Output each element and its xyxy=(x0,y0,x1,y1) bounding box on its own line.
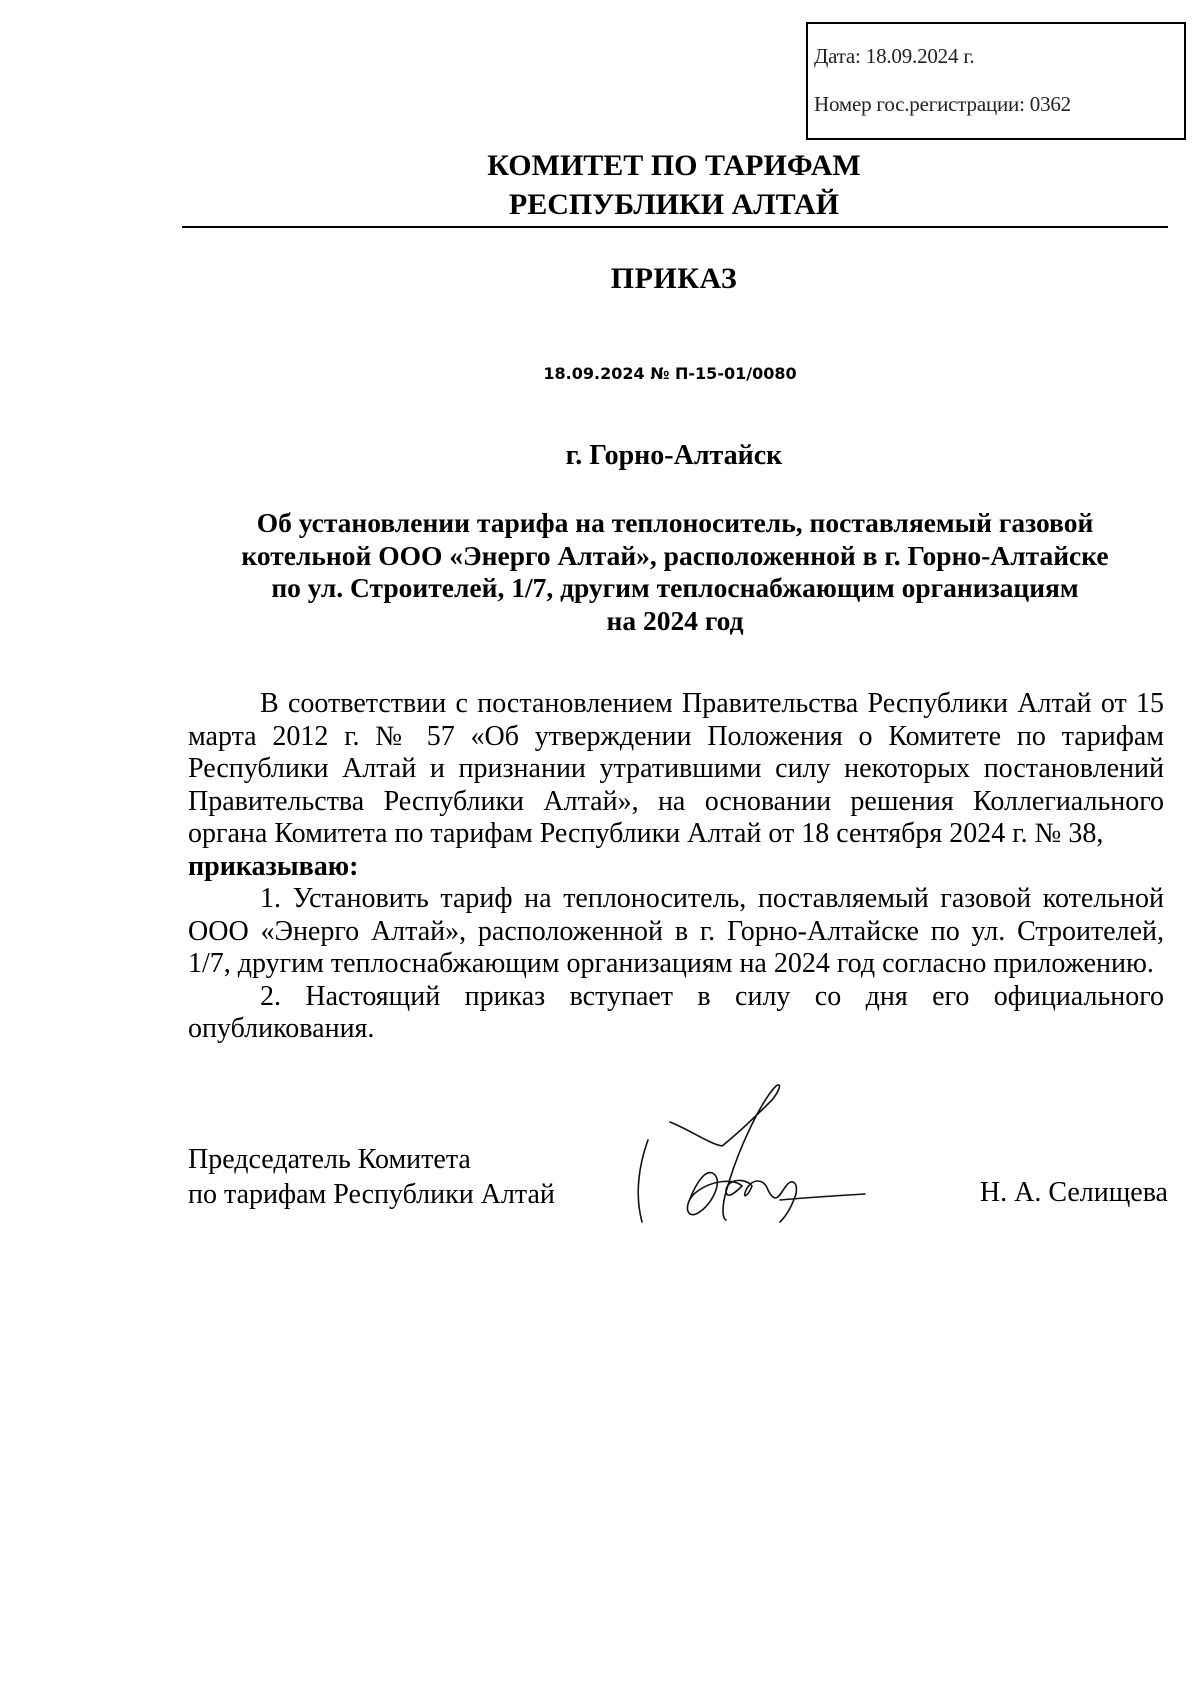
document-title xyxy=(182,507,1168,637)
document-type: ПРИКАЗ xyxy=(610,262,738,295)
signatory-name: Н. А. Селищева xyxy=(979,1177,1168,1208)
preamble-paragraph: В соответствии с постановлением Правительства Республики Алтай от 15 марта 2012 г. № 57 «Об утверждении Положения о Комитете по тарифам Республики Алтай и признании утратившими силу некоторых постановлений Правительства Республики Алтай», на основании решения Коллегиального органа Комитета по тарифам Республики Алтай от 18 сентября 2024 г. № 38, xyxy=(188,688,1164,849)
order-item-2: 2. Настоящий приказ вступает в силу со дня его официального опубликования. xyxy=(188,980,1164,1044)
document-number: 18.09.2024 № П-15-01/0080 xyxy=(543,364,797,383)
registration-box xyxy=(806,22,1186,140)
registration-number xyxy=(814,92,1071,117)
signatory-position-line1: Председатель Комитета xyxy=(188,1144,471,1175)
title-line: по ул. Строителей, 1/7, другим теплоснабжающим организациям xyxy=(271,572,1079,603)
signatory-position-line2: по тарифам Республики Алтай xyxy=(188,1179,555,1210)
registration-date-value: 18.09.2024 г. xyxy=(865,44,975,68)
org-name-line2: РЕСПУБЛИКИ АЛТАЙ xyxy=(508,188,840,221)
registration-number-value: 0362 xyxy=(1029,92,1071,116)
signatory-position xyxy=(188,1142,555,1212)
handwritten-signature xyxy=(630,1082,890,1232)
order-item-1: 1. Установить тариф на теплоноситель, поставляемый газовой котельной ООО «Энерго Алтай», расположенной в г. Горно-Алтайске по ул. Строителей, 1/7, другим теплоснабжающим организациям на 2024 год согласно приложению. xyxy=(188,883,1164,979)
document-body xyxy=(188,688,1164,1046)
org-name-line1: КОМИТЕТ ПО ТАРИФАМ xyxy=(487,149,861,182)
order-word: приказываю: xyxy=(188,850,359,882)
document-city: г. Горно-Алтайск xyxy=(565,440,783,471)
title-line: на 2024 год xyxy=(606,604,744,636)
registration-date-label: Дата: xyxy=(814,44,861,68)
registration-number-label: Номер гос.регистрации: xyxy=(814,92,1025,116)
title-line: Об установлении тарифа на теплоноситель, поставляемый газовой xyxy=(256,507,1094,538)
registration-date xyxy=(814,44,974,69)
title-line: котельной ООО «Энерго Алтай», расположенной в г. Горно-Алтайске xyxy=(241,539,1109,571)
header-divider xyxy=(182,226,1168,228)
